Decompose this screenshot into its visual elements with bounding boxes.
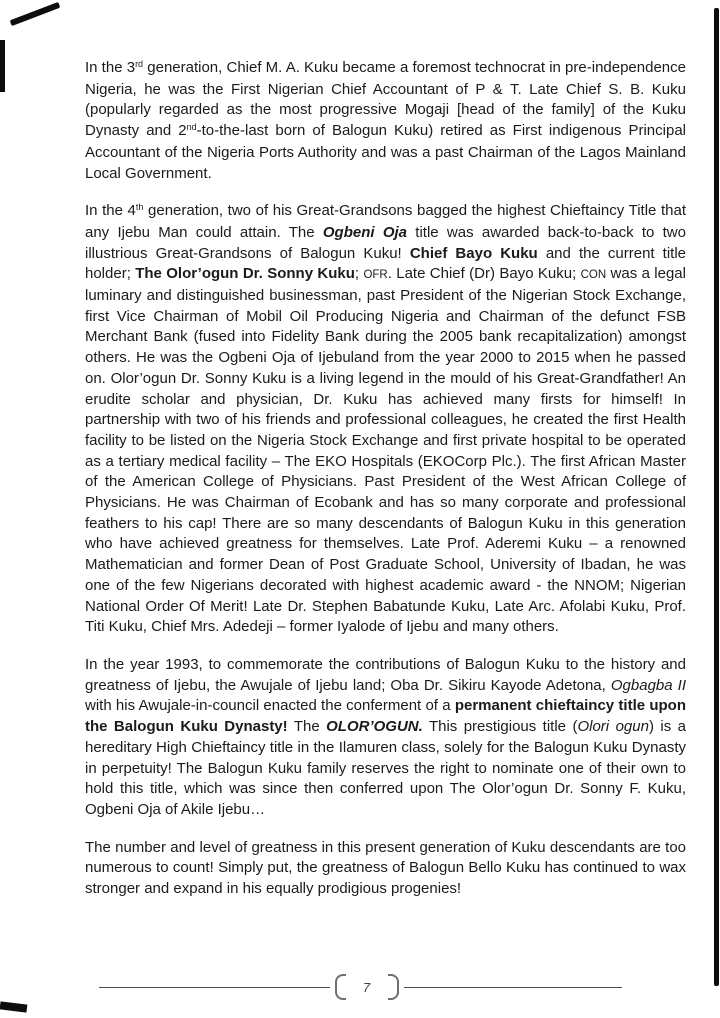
page-number: 7 xyxy=(362,979,371,995)
text-run: CON xyxy=(580,269,607,282)
text-run: OFR xyxy=(363,269,388,282)
scan-artifact-left-edge xyxy=(0,40,5,92)
footer-rule-right xyxy=(404,987,622,988)
text-run: -to-the-last born of Balogun Kuku) retired as First indigenous Principal Accountant of the Nigeria Ports Authority and was a past Chairman of the Lagos Mainland Local Government. xyxy=(85,122,686,182)
text-run: ; xyxy=(354,265,364,283)
text-run: The xyxy=(287,718,327,736)
text-run: permanent chieftaincy title upon the Balogun Kuku Dynasty! xyxy=(85,697,686,736)
text-run: Ogbagba II xyxy=(610,676,686,694)
footer-rule-left xyxy=(99,987,330,988)
text-run: rd xyxy=(135,59,144,69)
text-run: In the 3 xyxy=(85,59,136,76)
scan-artifact-right-edge xyxy=(714,8,719,986)
text-run: with his Awujale-in-council enacted the conferment of a xyxy=(85,697,455,715)
text-run: generation, two of his Great-Grandsons bagged the highest Chieftaincy Title that any Ijebu Man could attain. The xyxy=(85,202,686,241)
text-run: The Olor’ogun Dr. Sonny Kuku xyxy=(135,265,355,283)
scan-artifact-top-left xyxy=(10,2,61,26)
paragraph xyxy=(85,655,686,821)
paragraph xyxy=(85,838,686,900)
text-run: was a legal luminary and distinguished businessman, past President of the Nigerian Stock Exchange, first Vice Chairman of Mobil Oil Producing Nigeria and Chairman of the defunct FSB Merchant Bank (fused into Fidelity Bank during the 2005 bank recapitalization) amongst others. He was the Ogbeni Oja of Ijebuland from the year 2000 to 2015 when he passed on. Olor’ogun Dr. Sonny Kuku is a living legend in the mould of his Great-Grandfather! An erudite scholar and physician, Dr. Kuku has achieved many firsts for himself! In partnership with two of his friends and professional colleagues, he created the first Health facility to be listed on the Nigeria Stock Exchange and first private hospital to be operated as a tertiary medical facility – The EKO Hospitals (EKOCorp Plc.). The first African Master of the American College of Physicians. Past President of the West African College of Physicians. He was Chairman of Ecobank and has so many corporate and professional feathers to his cap! There are so many descendants of Balogun Kuku in this generation who have achieved greatness for themselves. Late Prof. Aderemi Kuku – a renowned Mathematician and former Dean of Post Graduate School, University of Ibadan, he was one of the few Nigerians decorated with highest academic award - the NNOM; Nigerian National Order Of Merit! Late Dr. Stephen Babatunde Kuku, Late Arc. Afolabi Kuku, Prof. Titi Kuku, Chief Mrs. Adedeji – former Iyalode of Ijebu and many others. xyxy=(85,265,686,636)
text-run: In the 4 xyxy=(85,202,136,220)
text-run: . Late Chief (Dr) Bayo Kuku; xyxy=(387,265,581,283)
text-run: This prestigious title ( xyxy=(422,718,578,736)
text-run: The number and level of greatness in this present generation of Kuku descendants are too numerous to count! Simply put, the greatness of Balogun Bello Kuku has continued to wax stronger and expand in his equally prodigious progenies! xyxy=(85,838,686,898)
footer-bracket-left xyxy=(335,974,346,1000)
page-body xyxy=(85,58,686,917)
text-run: In the year 1993, to commemorate the contributions of Balogun Kuku to the history and greatness of Ijebu, the Awujale of Ijebu land; Oba Dr. Sikiru Kayode Adetona, xyxy=(85,655,686,694)
paragraph xyxy=(85,201,686,638)
scan-artifact-bottom-left xyxy=(0,1001,27,1012)
text-run: title was awarded back-to-back to two illustrious Great-Grandsons of Balogun Kuku! xyxy=(85,223,686,262)
text-run: Olori ogun xyxy=(577,718,649,736)
text-run: Ogbeni Oja xyxy=(322,223,408,241)
text-run: ) is a hereditary High Chieftaincy title in the Ilamuren class, solely for the Balogun Kuku Dynasty in perpetuity! The Balogun Kuku family reserves the right to nominate one of their own to hold this title, which was since then conferred upon The Olor’ogun Dr. Sonny F. Kuku, Ogbeni Oja of Akile Ijebu… xyxy=(85,718,686,818)
text-run: nd xyxy=(186,122,197,133)
page-footer xyxy=(0,974,720,1000)
text-run: Chief Bayo Kuku xyxy=(409,244,538,262)
text-run: th xyxy=(135,202,144,213)
text-run: generation, Chief M. A. Kuku became a foremost technocrat in pre-independence Nigeria, he was the First Nigerian Chief Accountant of P & T. Late Chief S. B. Kuku (popularly regarded as the most progressive Mogaji [head of the family] of the Kuku Dynasty and 2 xyxy=(85,59,686,140)
text-run: and the current title holder; xyxy=(85,244,687,283)
paragraph xyxy=(85,58,686,184)
footer-bracket-right xyxy=(388,974,399,1000)
text-run: OLOR’OGUN. xyxy=(326,718,423,736)
